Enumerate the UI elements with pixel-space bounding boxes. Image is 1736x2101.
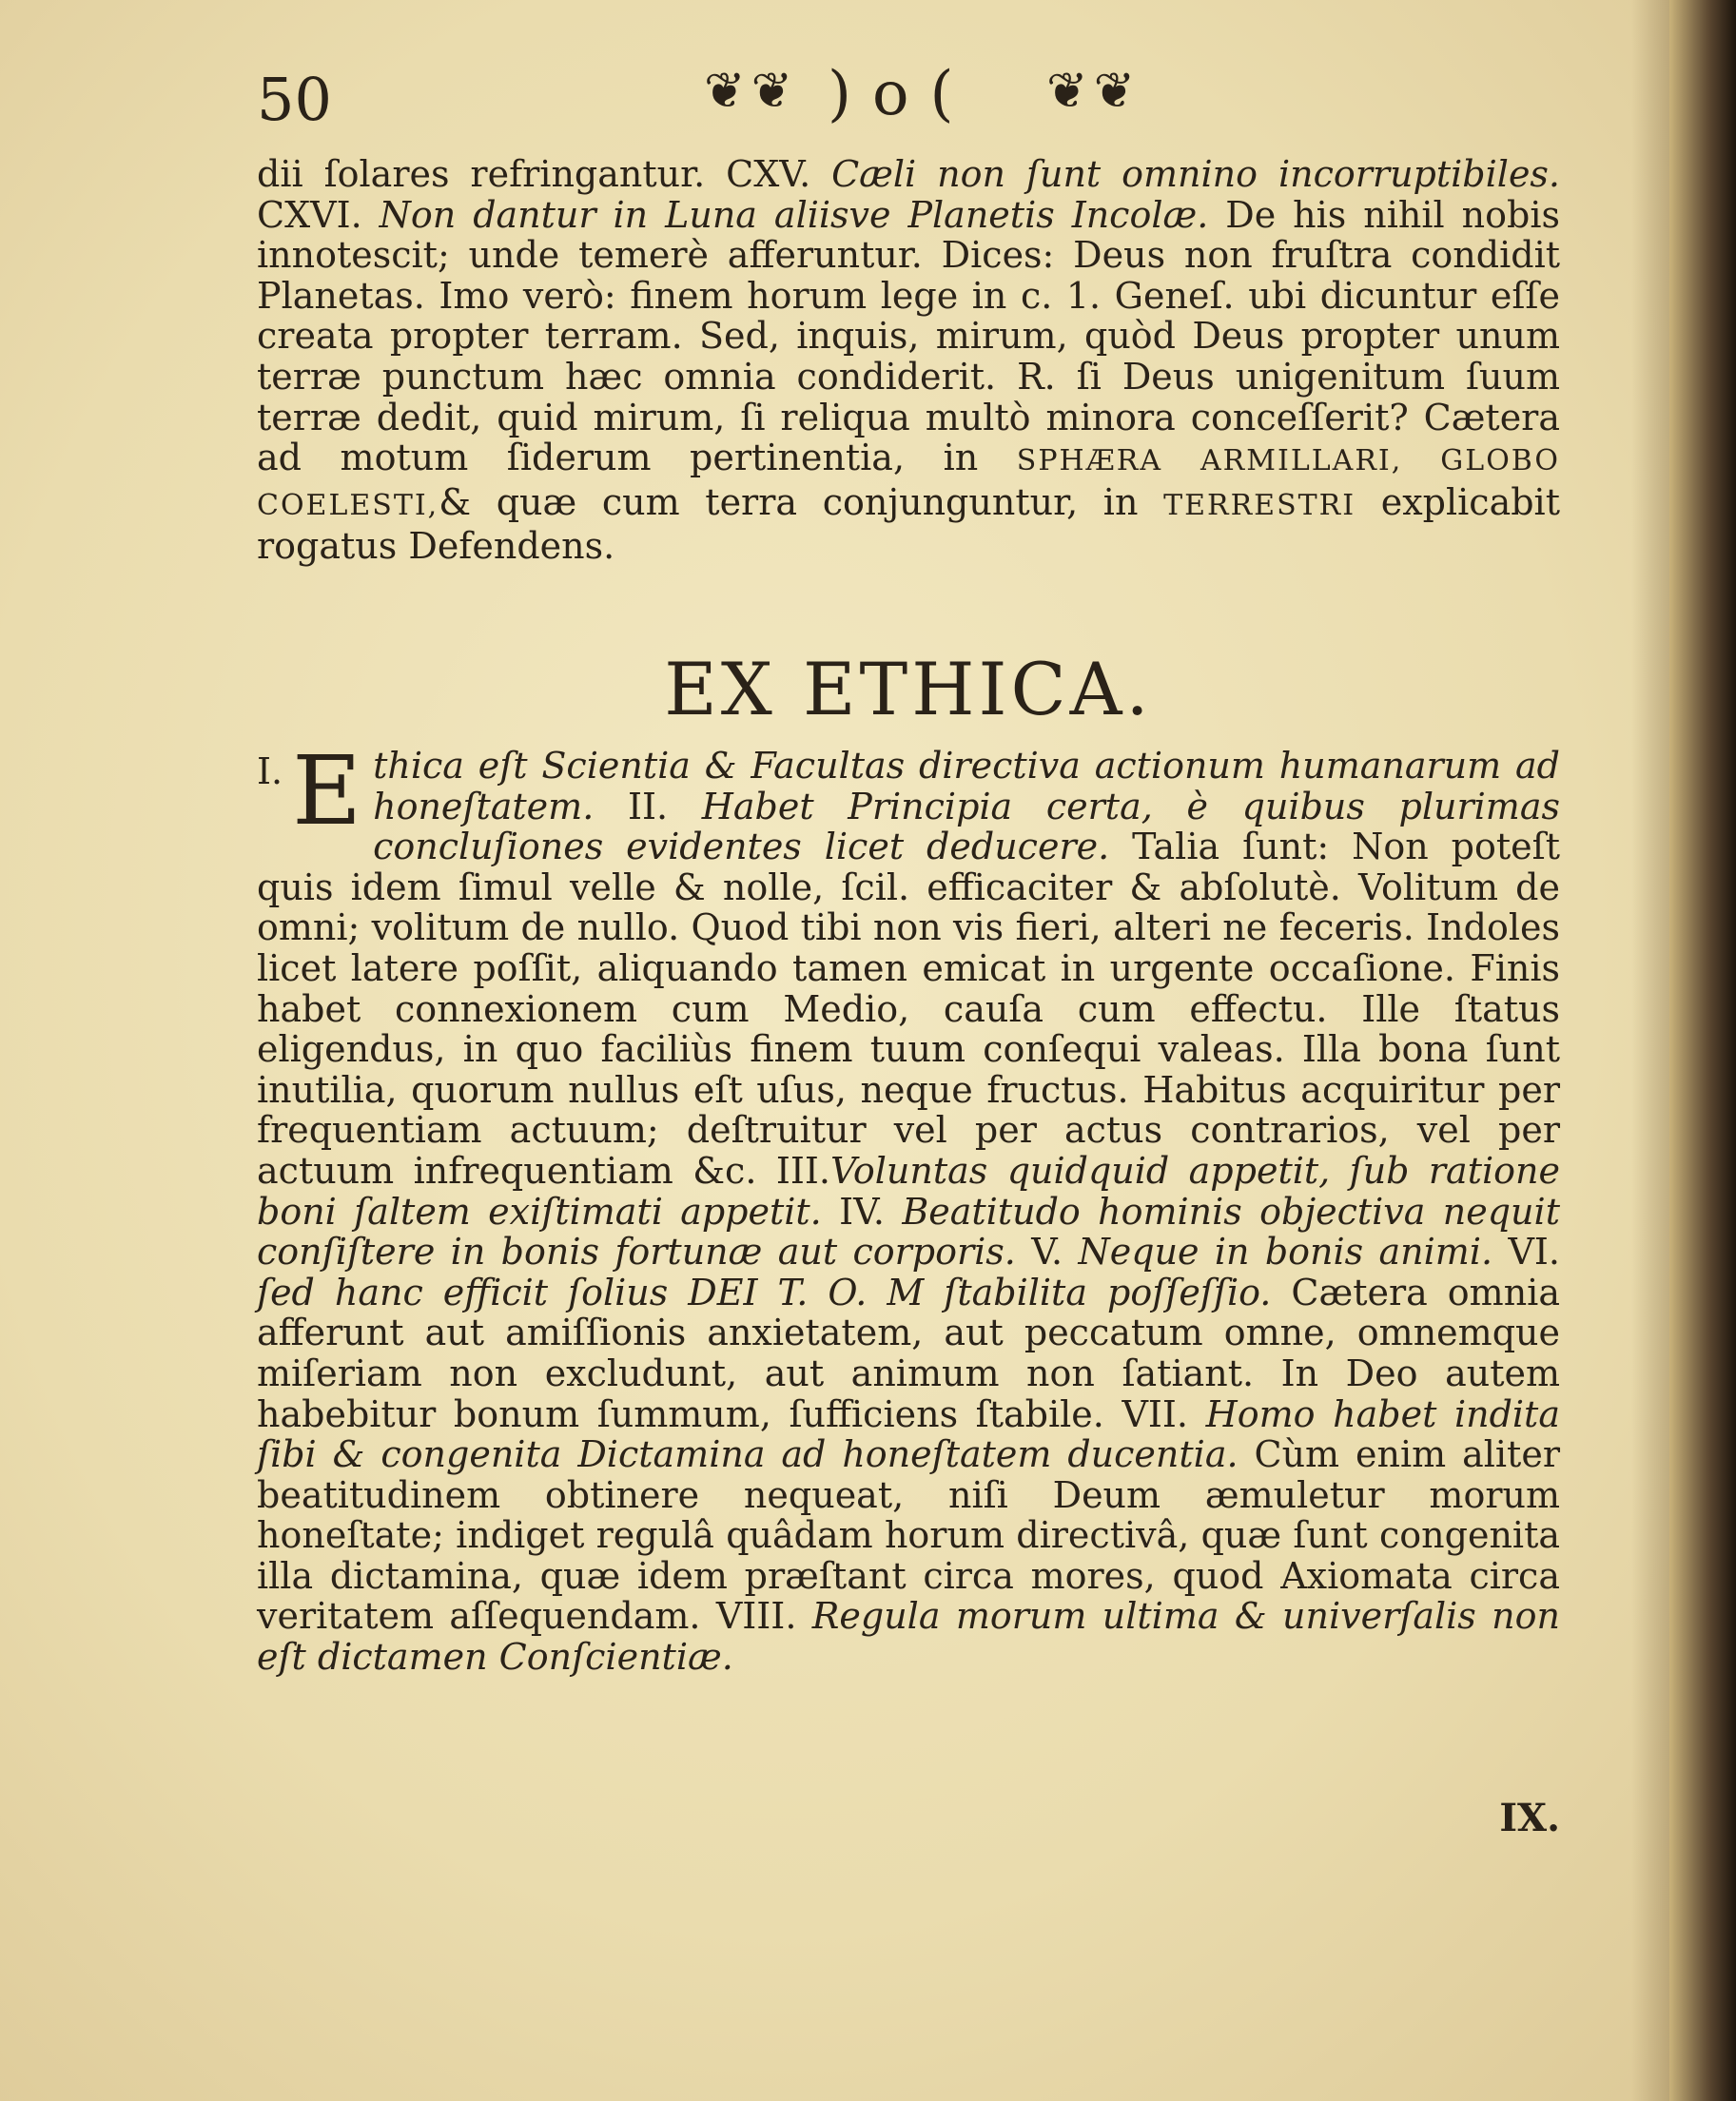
small-caps-title: SPHÆRA ARMILLARI, GLOBO COELESTI, bbox=[257, 444, 1560, 522]
italic-thesis: Non dantur in Luna aliisve Planetis Incolæ. bbox=[379, 193, 1209, 236]
ethica-paragraph bbox=[257, 735, 1560, 1679]
binding-edge bbox=[1669, 0, 1736, 2101]
text-run: explicabit rogatus Defendens. bbox=[257, 480, 1560, 568]
gutter-fade bbox=[1631, 0, 1669, 2101]
italic-thesis: thica eſt Scientia & Facultas directiva actionum humanarum ad honeſtatem. bbox=[373, 745, 1560, 827]
italic-thesis: Homo habet indita ſibi & congenita Dictamina ad honeſtatem ducentia. bbox=[257, 1392, 1560, 1476]
header-divider: )o( bbox=[828, 59, 975, 129]
italic-thesis: Neque in bonis animi. bbox=[1078, 1231, 1493, 1274]
section-heading: EX ETHICA. bbox=[664, 647, 1153, 731]
page-number: 50 bbox=[257, 65, 332, 134]
thesis-number: VIII. bbox=[715, 1595, 797, 1638]
ornament-right-icon: ❦❦ bbox=[1046, 63, 1141, 120]
thesis-number: VI. bbox=[1508, 1231, 1560, 1274]
text-run: & quæ cum terra conjunguntur, in bbox=[439, 480, 1139, 523]
text-run: Cætera omnia afferunt aut amiſſionis anxietatem, aut peccatum omne, omnemque miſeriam non excludunt, aut animum non ſatiant. In Deo autem habebitur bonum ſummum, ſufficiens ſtabile. bbox=[257, 1271, 1560, 1435]
small-caps-title: TERRESTRI bbox=[1163, 488, 1356, 522]
catchword: IX. bbox=[1499, 1796, 1560, 1840]
text-run: De his nihil nobis innotescit; unde temerè afferuntur. Dices: Deus non fruſtra condidit Planetas. Imo verò: finem horum lege in c. 1. Geneſ. ubi dicuntur eſſe creata propter terram. Sed, inquis, mirum, quòd Deus propter unum terræ punctum hæc omnia condiderit. R. ſi Deus unigenitum ſuum terræ dedit, quid mirum, ſi reliqua multò minora conceſſerit? Cætera ad motum ſiderum pertinentia, in bbox=[257, 193, 1560, 479]
text-run: Cùm enim aliter beatitudinem obtinere nequeat, niſi Deum æmuletur morum honeſtate; indiget regulâ quâdam horum directivâ, quæ ſunt congenita illa dictamina, quæ idem præſtant circa mores, quod Axiomata circa veritatem aſſequendam. bbox=[257, 1433, 1560, 1638]
text-run: dii ſolares refringantur. CXV. bbox=[257, 153, 811, 195]
thesis-number: V. bbox=[1031, 1231, 1063, 1274]
italic-thesis: Voluntas quidquid appetit, ſub ratione boni ſaltem exiſtimati appetit. bbox=[257, 1149, 1560, 1233]
italic-thesis: Cæli non ſunt omnino incorruptibiles. bbox=[831, 153, 1561, 195]
italic-thesis: Habet Principia certa, è quibus plurimas concluſiones evidentes licet deducere. bbox=[373, 785, 1560, 868]
text-run: Talia ſunt: Non poteſt quis idem ſimul velle & nolle, ſcil. efficaciter & abſolutè. Volitum de omni; volitum de nullo. Quod tibi non vis fieri, alteri ne feceris. Indoles licet latere poſſit, aliquando tamen emicat in urgente occaſione. Finis habet connexionem cum Medio, cauſa cum effectu. Ille ſtatus eligendus, in quo faciliùs finem tuum conſequi valeas. Illa bona ſunt inutilia, quorum nullus eſt uſus, neque fructus. Habitus acquiritur per frequentiam actuum; deſtruitur vel per actus contrarios, vel per actuum infrequentiam &c. bbox=[257, 826, 1560, 1192]
thesis-number: CXVI. bbox=[257, 193, 362, 236]
italic-thesis: Beatitudo hominis objectiva nequit conſiſtere in bonis fortunæ aut corporis. bbox=[257, 1190, 1560, 1274]
thesis-number: I. bbox=[257, 750, 283, 792]
thesis-number: III. bbox=[775, 1149, 830, 1192]
thesis-number: II. bbox=[627, 785, 669, 827]
ornament-left-icon: ❦❦ bbox=[704, 63, 799, 120]
upper-paragraph bbox=[257, 154, 1560, 567]
thesis-number: IV. bbox=[839, 1190, 885, 1233]
italic-thesis: ſed hanc efficit ſolius DEI T. O. M ſtabilita poſſeſſio. bbox=[257, 1271, 1272, 1313]
drop-cap: E bbox=[292, 735, 362, 846]
page-header bbox=[257, 57, 1570, 143]
thesis-number: VII. bbox=[1122, 1392, 1189, 1435]
italic-thesis: Regula morum ultima & univerſalis non eſt dictamen Conſcientiæ. bbox=[257, 1595, 1560, 1679]
